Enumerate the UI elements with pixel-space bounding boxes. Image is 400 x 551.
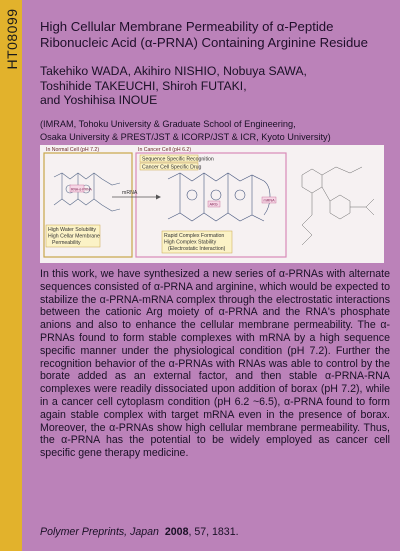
complex-formation: Rapid Complex Formation <box>164 233 225 239</box>
normal-cell-molecule <box>54 173 120 211</box>
article-title <box>40 19 390 50</box>
scheme-graphic <box>40 145 384 263</box>
drug-label: Cancer Cell Specific Drug <box>142 164 202 171</box>
article-code: HT08099 <box>4 8 20 70</box>
title-line-2: Ribonucleic Acid (α-PRNA) Containing Arginine Residue <box>40 34 368 50</box>
authors-line-1: Takehiko WADA, Akihiro NISHIO, Nobuya SAWA, <box>40 64 307 78</box>
authors-line-2: Toshihide TAKEUCHI, Shiroh FUTAKI, <box>40 78 247 93</box>
arrow-head <box>156 195 161 200</box>
abstract-paragraph: In this work, we have synthesized a new series of α-PRNAs with alternate sequences consisted of α-PRNA and arginine, which would be expected to stabilize the α-PRNA-mRNA complex through the electrostatic interactions between the cationic Arg moiety of α-PRNA and the RNA's phosphate anions and also to enhance the cellular membrane permeability. The α-PRNAs found to form stable complexes with mRNA by a high sequence specific manner under the physiological condition (pH 7.2). Further the recognition behavior of the α-PRNAs with RNAs was able to control by the borate added as an external factor, and then stable α-PRNA-RNA complexes were readily dissociated upon addition of borax (pH 7.2), while in a cancer cell cytoplasm condition (pH 6.2 ~6.5), α-PRNA found to form again stable complex with target mRNA even in the presence of borax. Moreover, the α-PRNAs show high cellular membrane permeability. Thus, the α-PRNA has the potential to be widely employed as cancer cell specific gene therapy medicine. <box>40 268 390 460</box>
arg-label: ARG <box>209 202 218 207</box>
citation <box>40 526 390 538</box>
normal-cell-header: In Normal Cell (pH 7.2) <box>46 147 100 153</box>
property-solubility: High Water Solubility <box>48 227 96 233</box>
affiliation-line-1: (IMRAM, Tohoku University & Graduate School of Engineering, <box>40 119 296 129</box>
recognition-label: Sequence Specific Recognition <box>142 156 214 163</box>
title-line-1: High Cellular Membrane Permeability of α-Peptide <box>40 19 334 34</box>
affiliation <box>40 118 392 143</box>
authors-line-3: and Yoshihisa INOUE <box>40 93 158 107</box>
citation-volume-pages: , 57, 1831. <box>188 526 239 538</box>
mrna-tag-label: mRNA <box>263 198 275 203</box>
cancer-cell-molecule <box>168 173 270 221</box>
complex-stability: High Complex Stability <box>164 239 217 246</box>
property-permeability-1: High Cellar Membrane <box>48 233 100 240</box>
figure-scheme <box>40 145 384 263</box>
chemical-structure <box>302 167 374 245</box>
side-label-strip <box>0 0 22 551</box>
citation-journal: Polymer Preprints, Japan <box>40 526 159 538</box>
property-permeability-2: Permeability <box>52 240 81 246</box>
citation-year: 2008 <box>164 526 189 538</box>
electrostatic-note: (Electrostatic Interaction) <box>168 246 226 252</box>
affiliation-line-2: Osaka University & PREST/JST & ICORP/JST & ICR, Kyoto University) <box>40 131 331 142</box>
left-complex-label: RNA-α-PRNA <box>71 187 92 192</box>
author-list <box>40 64 390 108</box>
cancer-cell-header: In Cancer Cell (pH 6.2) <box>138 147 192 153</box>
mrna-label: mRNA <box>122 190 138 196</box>
